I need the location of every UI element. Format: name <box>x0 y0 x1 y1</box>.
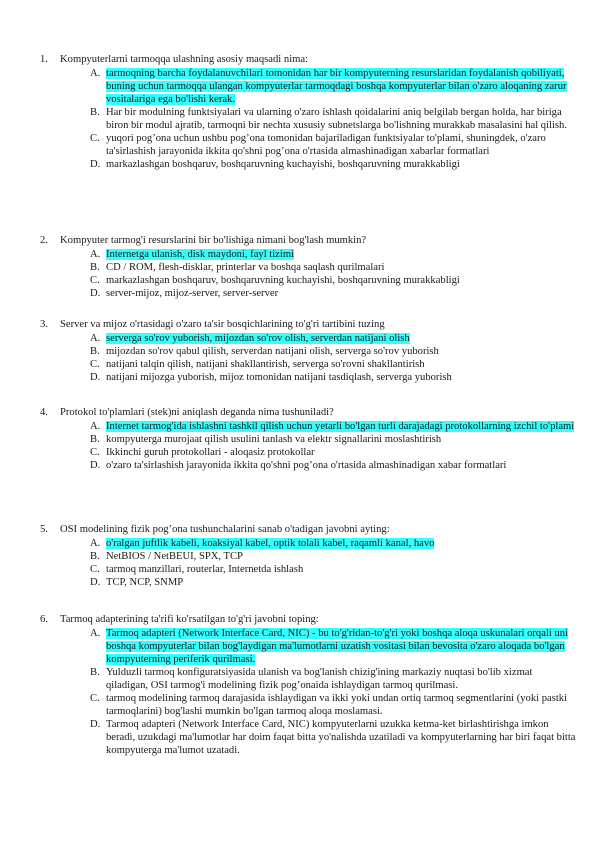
option-4c <box>40 446 576 459</box>
option-text-correct: Internetga ulanish, disk maydoni, fayl tizimi <box>106 249 294 260</box>
option-letter: B. <box>90 107 100 118</box>
question-4 <box>40 406 575 472</box>
question-title <box>40 318 560 331</box>
option-letter: D. <box>90 719 101 730</box>
option-text: natijani mijozga yuborish, mijoz tomonidan natijani tasdiqlash, serverga yuborish <box>106 372 452 383</box>
question-text: Kompyuter tarmog'i resurslarini bir bo'lishiga nimani bog'lash mumkin? <box>60 235 367 246</box>
option-text-correct: serverga so'rov yuborish, mijozdan so'rov olish, serverdan natijani olish <box>106 333 410 344</box>
option-text: Har bir modulning funktsiyalari va ularning o'zaro ishlash qoidalarini aniq belgilab bergan holda, har biriga biron bir modul ajratib, tarmoqni bir nechta xususiy subnetslarga bo'lishning murakkab masalasini hal qilish. <box>106 107 567 131</box>
question-5 <box>40 523 560 589</box>
question-3 <box>40 318 560 384</box>
option-letter: A. <box>90 333 101 344</box>
option-letter: A. <box>90 538 101 549</box>
question-text: OSI modelining fizik pog’ona tushunchalarini sanab o'tadigan javobni ayting: <box>60 524 390 535</box>
option-letter: C. <box>90 693 100 704</box>
option-text: kompyuterga murojaat qilish usulini tanlash va elektr signallarini moslashtirish <box>106 434 442 445</box>
question-title <box>40 53 560 66</box>
option-letter: B. <box>90 551 100 562</box>
option-text: markazlashgan boshqaruv, boshqaruvning kuchayishi, boshqaruvning murakkabligi <box>106 159 460 170</box>
option-letter: B. <box>90 434 100 445</box>
option-text: tarmoq modelining tarmoq darajasida ishlaydigan va ikki yoki undan ortiq tarmoq segmentlarini (yoki pastki tarmoqlarini) bog'lashi mumkin bo'lgan tarmoq aloqa moslamasi. <box>106 693 568 717</box>
option-4b <box>40 433 576 446</box>
option-letter: D. <box>90 372 101 383</box>
option-text: o'zaro ta'sirlashish jarayonida ikkita qo'shni pog’ona o'rtasida almashinadigan xabar formatlari <box>106 460 507 471</box>
option-text: Yulduzli tarmoq konfiguratsiyasida ulanish va bog'lanish chizig'ining markaziy nuqtasi bo'lib xizmat qiladigan, OSI tarmog'i modelining fizik pog’onaida ishlaydigan tarmoq qurilmasi. <box>106 667 533 691</box>
question-number: 5. <box>40 524 48 535</box>
option-letter: C. <box>90 564 100 575</box>
option-letter: A. <box>90 68 101 79</box>
question-number: 2. <box>40 235 48 246</box>
option-letter: B. <box>90 346 100 357</box>
question-number: 4. <box>40 407 48 418</box>
option-text: natijani talqin qilish, natijani shakllantirish, serverga so'rovni shakllantirish <box>106 359 425 370</box>
option-3b <box>40 345 576 358</box>
option-4a <box>40 420 576 433</box>
option-letter: D. <box>90 460 101 471</box>
option-letter: C. <box>90 275 100 286</box>
question-2 <box>40 234 560 300</box>
question-number: 1. <box>40 54 48 65</box>
option-5a <box>40 537 576 550</box>
option-text-correct: Internet tarmog'ida ishlashni tashkil qilish uchun yetarli bo'lgan turli darajadagi protokollarning izchil to'plami <box>106 421 575 432</box>
option-4d <box>40 459 576 472</box>
question-text: Protokol to'plamlari (stek)ni aniqlash deganda nima tushuniladi? <box>60 407 334 418</box>
option-text: server-mijoz, mijoz-server, server-server <box>106 288 279 299</box>
option-6a <box>40 627 576 666</box>
option-1b <box>40 106 576 132</box>
option-letter: A. <box>90 628 101 639</box>
option-text: CD / ROM, flesh-disklar, printerlar va boshqa saqlash qurilmalari <box>106 262 385 273</box>
option-text: tarmoq manzillari, routerlar, Internetda ishlash <box>106 564 304 575</box>
option-letter: A. <box>90 421 101 432</box>
question-number: 6. <box>40 614 48 625</box>
option-text: Ikkinchi guruh protokollari - aloqasiz protokollar <box>106 447 315 458</box>
option-5c <box>40 563 576 576</box>
option-letter: C. <box>90 447 100 458</box>
option-2d <box>40 287 576 300</box>
question-title <box>40 406 560 419</box>
option-6d <box>40 718 576 757</box>
question-text: Server va mijoz o'rtasidagi o'zaro ta'sir bosqichlarining to'g'ri tartibini tuzing <box>60 319 385 330</box>
option-letter: D. <box>90 288 101 299</box>
option-2b <box>40 261 576 274</box>
question-number: 3. <box>40 319 48 330</box>
option-1c <box>40 132 576 158</box>
option-text: TCP, NCP, SNMP <box>106 577 184 588</box>
option-text-correct: o'ralgan juftlik kabeli, koaksiyal kabel, optik tolali kabel, raqamli kanal, havo <box>106 538 435 549</box>
question-title <box>40 234 560 247</box>
option-letter: D. <box>90 159 101 170</box>
option-5d <box>40 576 576 589</box>
question-title <box>40 613 560 626</box>
option-text: markazlashgan boshqaruv, boshqaruvning kuchayishi, boshqaruvning murakkabligi <box>106 275 460 286</box>
option-letter: B. <box>90 667 100 678</box>
option-text: Tarmoq adapteri (Network Interface Card, NIC) kompyuterlarni uzukka ketma-ket birlashtirishga imkon beradi, uzukdagi ma'lumotlar har doim faqat bitta yo'nalishda uzatiladi va kompyuterlarning har biri faqat bitta kompyuterga ma'lumot uzatadi. <box>106 719 576 756</box>
option-letter: A. <box>90 249 101 260</box>
question-text: Kompyuterlarni tarmoqqa ulashning asosiy maqsadi nima: <box>60 54 309 65</box>
option-letter: C. <box>90 133 100 144</box>
option-6b <box>40 666 576 692</box>
option-6c <box>40 692 576 718</box>
option-3d <box>40 371 576 384</box>
question-title <box>40 523 560 536</box>
option-text-correct: tarmoqning barcha foydalanuvchilari tomonidan har bir kompyuterning resurslaridan foydalanish qobiliyati, buning uchun tarmoqqa ulangan kompyuterlar tarmoqdagi boshqa kompyuterlar bilan o'zaro aloqaning zarur vositalariga ega bo'lishi kerak. <box>106 68 567 105</box>
option-text: yuqori pog’ona uchun ushbu pog’ona tomonidan bajariladigan funktsiyalar to'plami, shuningdek, o'zaro ta'sirlashish jarayonida ikkita qo'shni pog’ona o'rtasida almashinadigan xabarlar formatlari <box>106 133 546 157</box>
question-6 <box>40 613 576 757</box>
option-5b <box>40 550 576 563</box>
option-text-correct: Tarmoq adapteri (Network Interface Card, NIC) - bu to'g'ridan-to'g'ri yoki boshqa aloqa uskunalari orqali uni boshqa kompyuterlar bilan bog'laydigan ma'lumotlarni uzatish vositasi bilan bevosita o'zaro aloqada bo'lgan kompyuterning periferik qurilmasi. <box>106 628 568 665</box>
option-letter: B. <box>90 262 100 273</box>
option-text: NetBIOS / NetBEUI, SPX, TCP <box>106 551 243 562</box>
question-1 <box>40 53 567 171</box>
option-2a <box>40 248 576 261</box>
option-letter: C. <box>90 359 100 370</box>
option-3c <box>40 358 576 371</box>
option-1a <box>40 67 576 106</box>
option-letter: D. <box>90 577 101 588</box>
option-1d <box>40 158 576 171</box>
option-text: mijozdan so'rov qabul qilish, serverdan natijani olish, serverga so'rov yuborish <box>106 346 439 357</box>
option-3a <box>40 332 576 345</box>
question-text: Tarmoq adapterining ta'rifi ko'rsatilgan to'g'ri javobni toping: <box>60 614 319 625</box>
option-2c <box>40 274 576 287</box>
